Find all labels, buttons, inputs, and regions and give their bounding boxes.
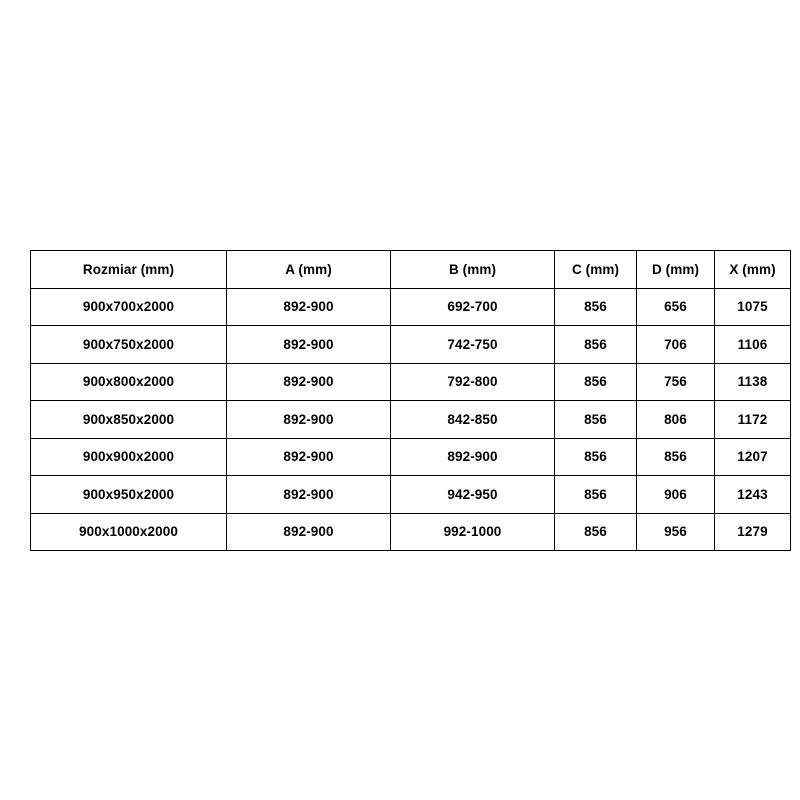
cell-b: 992-1000 bbox=[391, 513, 555, 551]
cell-rozmiar: 900x750x2000 bbox=[31, 326, 227, 364]
cell-b: 842-850 bbox=[391, 401, 555, 439]
cell-a: 892-900 bbox=[227, 363, 391, 401]
column-header-b: B (mm) bbox=[391, 251, 555, 289]
cell-a: 892-900 bbox=[227, 438, 391, 476]
cell-c: 856 bbox=[555, 476, 637, 514]
cell-x: 1075 bbox=[715, 288, 791, 326]
cell-x: 1243 bbox=[715, 476, 791, 514]
cell-a: 892-900 bbox=[227, 476, 391, 514]
table-row bbox=[31, 476, 791, 514]
cell-d: 856 bbox=[637, 438, 715, 476]
cell-d: 806 bbox=[637, 401, 715, 439]
cell-b: 692-700 bbox=[391, 288, 555, 326]
cell-d: 756 bbox=[637, 363, 715, 401]
column-header-a: A (mm) bbox=[227, 251, 391, 289]
size-specification-table bbox=[30, 250, 791, 551]
cell-d: 956 bbox=[637, 513, 715, 551]
cell-b: 892-900 bbox=[391, 438, 555, 476]
cell-d: 706 bbox=[637, 326, 715, 364]
cell-rozmiar: 900x800x2000 bbox=[31, 363, 227, 401]
cell-x: 1207 bbox=[715, 438, 791, 476]
cell-d: 656 bbox=[637, 288, 715, 326]
cell-c: 856 bbox=[555, 363, 637, 401]
table-row bbox=[31, 401, 791, 439]
cell-rozmiar: 900x850x2000 bbox=[31, 401, 227, 439]
table-row bbox=[31, 513, 791, 551]
cell-c: 856 bbox=[555, 326, 637, 364]
column-header-x: X (mm) bbox=[715, 251, 791, 289]
table-row bbox=[31, 363, 791, 401]
column-header-d: D (mm) bbox=[637, 251, 715, 289]
cell-a: 892-900 bbox=[227, 401, 391, 439]
column-header-rozmiar: Rozmiar (mm) bbox=[31, 251, 227, 289]
cell-c: 856 bbox=[555, 438, 637, 476]
cell-c: 856 bbox=[555, 401, 637, 439]
cell-x: 1138 bbox=[715, 363, 791, 401]
column-header-c: C (mm) bbox=[555, 251, 637, 289]
spec-table-container bbox=[30, 250, 776, 551]
table-row bbox=[31, 326, 791, 364]
cell-rozmiar: 900x700x2000 bbox=[31, 288, 227, 326]
cell-x: 1279 bbox=[715, 513, 791, 551]
cell-rozmiar: 900x1000x2000 bbox=[31, 513, 227, 551]
cell-b: 742-750 bbox=[391, 326, 555, 364]
cell-rozmiar: 900x950x2000 bbox=[31, 476, 227, 514]
table-row bbox=[31, 288, 791, 326]
table-row bbox=[31, 438, 791, 476]
cell-a: 892-900 bbox=[227, 513, 391, 551]
cell-b: 942-950 bbox=[391, 476, 555, 514]
cell-a: 892-900 bbox=[227, 288, 391, 326]
cell-c: 856 bbox=[555, 288, 637, 326]
cell-rozmiar: 900x900x2000 bbox=[31, 438, 227, 476]
cell-c: 856 bbox=[555, 513, 637, 551]
cell-b: 792-800 bbox=[391, 363, 555, 401]
cell-d: 906 bbox=[637, 476, 715, 514]
table-header-row bbox=[31, 251, 791, 289]
cell-x: 1106 bbox=[715, 326, 791, 364]
cell-x: 1172 bbox=[715, 401, 791, 439]
cell-a: 892-900 bbox=[227, 326, 391, 364]
